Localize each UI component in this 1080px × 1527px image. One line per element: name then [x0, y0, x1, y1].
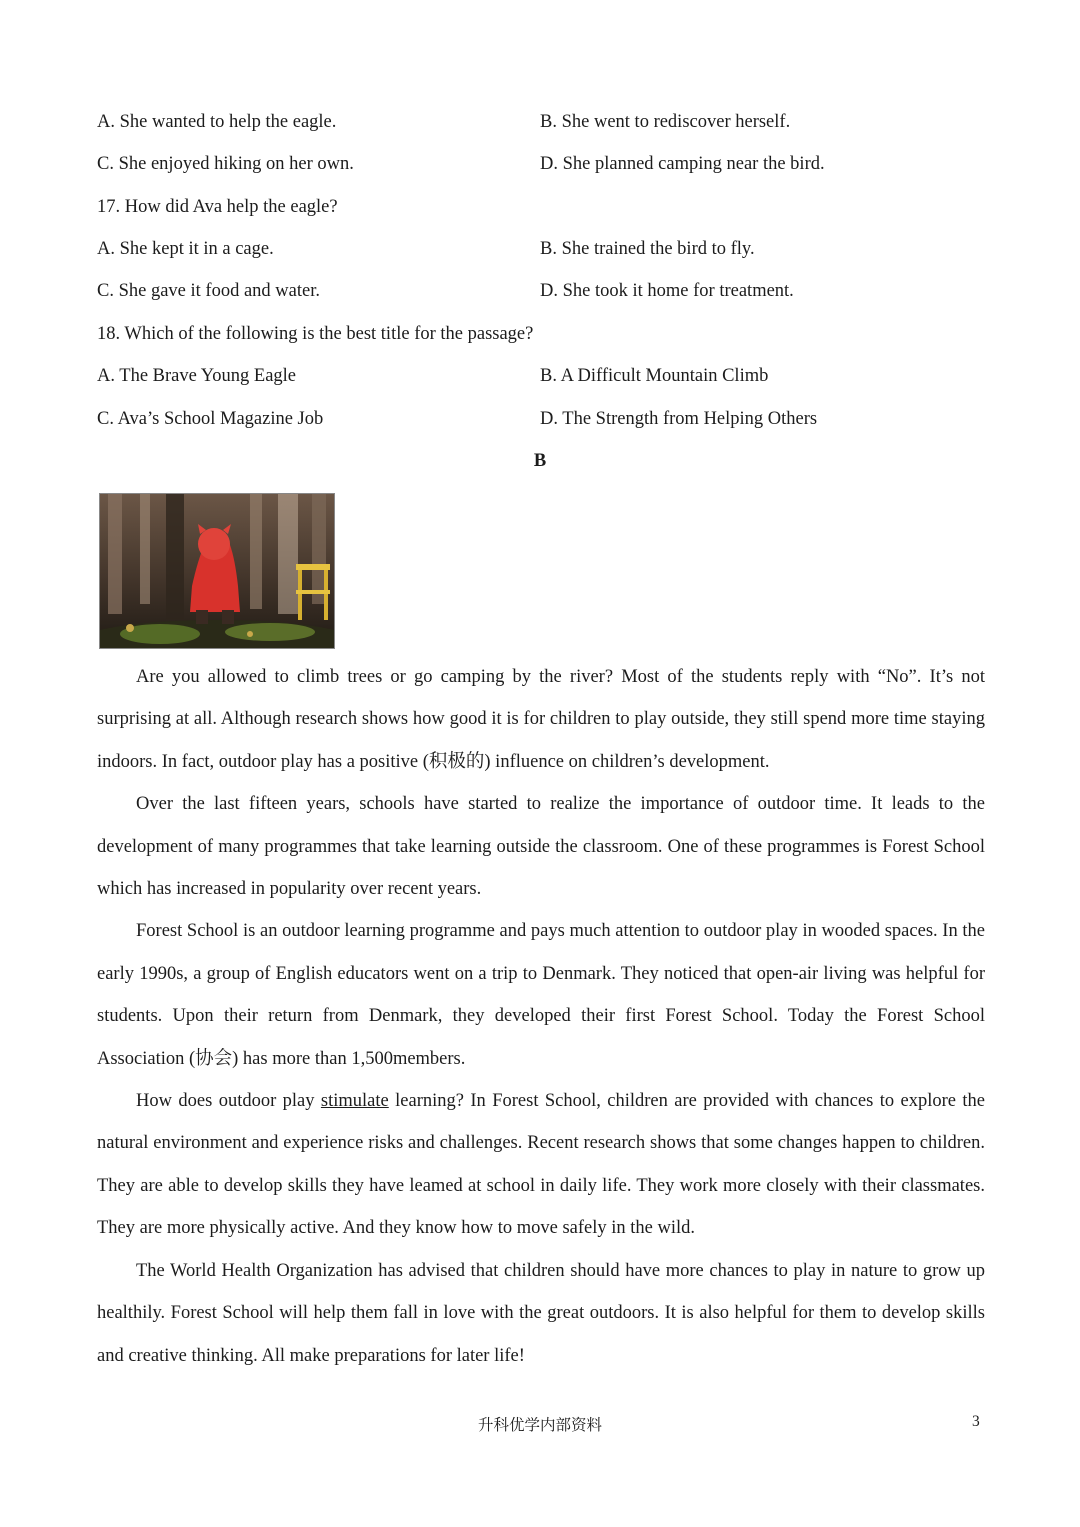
- q17-option-c[interactable]: C. She gave it food and water.: [97, 281, 320, 301]
- underlined-word-stimulate: stimulate: [320, 1091, 389, 1112]
- q17-options-row-1: [97, 239, 997, 269]
- q17-options-row-2: [97, 281, 997, 311]
- passage-paragraph-5: The World Health Organization has advised that children should have more chances to play in nature to grow up healthily. Forest School will help them fall in love with the great outdoors. It is also helpful for them to develop skills and creative thinking. All make preparations for later life!: [97, 1260, 985, 1366]
- q18-option-c[interactable]: C. Ava’s School Magazine Job: [97, 409, 324, 429]
- q16-option-b[interactable]: B. She went to rediscover herself.: [540, 112, 791, 132]
- passage-paragraph-1: Are you allowed to climb trees or go camping by the river? Most of the students reply with “No”. It’s not surprising at all. Although research shows how good it is for children to play outside, they still spend more time staying indoors. In fact, outdoor play has a positive (积极的) influence on children’s development.: [97, 667, 985, 772]
- passage-paragraph-2: Over the last fifteen years, schools have started to realize the importance of outdoor time. It leads to the development of many programmes that take learning outside the classroom. One of these programmes is Forest School which has increased in popularity over recent years.: [97, 794, 985, 900]
- passage-paragraph-3: Forest School is an outdoor learning programme and pays much attention to outdoor play in wooded spaces. In the early 1990s, a group of English educators went on a trip to Denmark. They noticed that open-air living was helpful for students. Upon their return from Denmark, they developed their first Forest School. Today the Forest School Association (协会) has more than 1,500members.: [97, 921, 985, 1069]
- page-number: 3: [972, 1413, 980, 1430]
- forest-child-photo: [99, 493, 335, 649]
- q17-option-b[interactable]: B. She trained the bird to fly.: [540, 239, 755, 259]
- q16-option-a[interactable]: A. She wanted to help the eagle.: [97, 112, 337, 132]
- q16-options-row-1: [97, 112, 997, 142]
- q17-question: 17. How did Ava help the eagle?: [97, 197, 338, 217]
- q18-option-d[interactable]: D. The Strength from Helping Others: [540, 409, 818, 429]
- passage-b: [97, 656, 985, 1377]
- footer-watermark-text: 升科优学内部资料: [477, 1416, 602, 1434]
- q17-option-d[interactable]: D. She took it home for treatment.: [540, 281, 794, 301]
- q18-question: 18. Which of the following is the best title for the passage?: [97, 324, 534, 344]
- p4-text-after: learning? In Forest School, children are provided with chances to explore the natural environment and experience risks and challenges. Recent research shows that some changes happen to children. They are able to develop skills they have leamed at school in daily life. They work more closely with their classmates. They are more physically active. And they know how to move safely in the wild.: [97, 1091, 985, 1239]
- passage-paragraph-4: [97, 1080, 985, 1250]
- q16-option-d[interactable]: D. She planned camping near the bird.: [540, 154, 825, 174]
- p4-text-before: How does outdoor play: [136, 1091, 321, 1112]
- forest-child-photo-illustration: [100, 494, 334, 648]
- q16-option-c[interactable]: C. She enjoyed hiking on her own.: [97, 154, 354, 174]
- section-b-heading: B: [533, 451, 547, 471]
- q18-option-b[interactable]: B. A Difficult Mountain Climb: [540, 366, 769, 386]
- q16-options-row-2: [97, 154, 997, 184]
- q18-option-a[interactable]: A. The Brave Young Eagle: [97, 366, 297, 386]
- q18-options-row-1: [97, 366, 997, 396]
- q17-option-a[interactable]: A. She kept it in a cage.: [97, 239, 274, 259]
- q18-options-row-2: [97, 409, 997, 439]
